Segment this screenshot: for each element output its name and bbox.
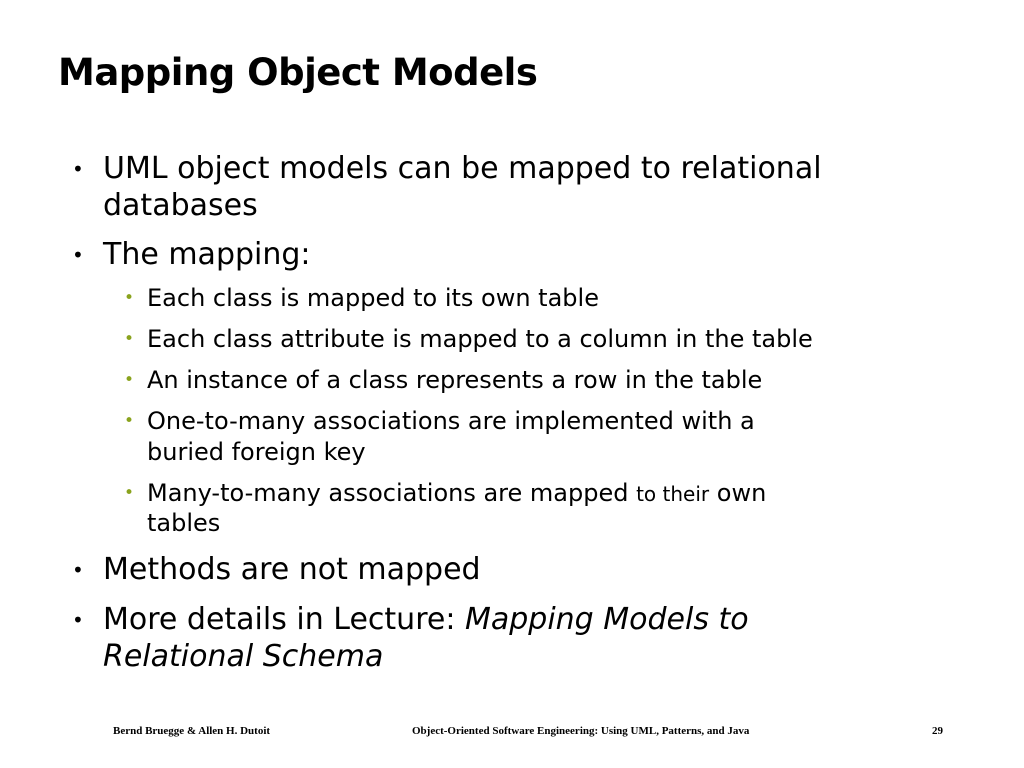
bullet-marker: • <box>72 157 84 181</box>
sub-bullet-marker: • <box>124 411 135 431</box>
sub-bullet-text-part: Many-to-many associations are mapped <box>147 479 637 507</box>
sub-bullet-text: Each class attribute is mapped to a column in the table <box>147 325 813 353</box>
slide-title: Mapping Object Models <box>58 51 538 94</box>
lecture-reference: Mapping Models to <box>464 602 749 637</box>
sub-bullet-marker: • <box>124 483 135 503</box>
bullet-marker: • <box>72 558 84 582</box>
bullet-text: UML object models can be mapped to relational <box>103 151 822 186</box>
bullet-text <box>103 601 749 638</box>
sub-bullet-text <box>147 478 766 509</box>
sub-bullet-marker: • <box>124 288 135 308</box>
bullet-text: The mapping: <box>103 237 311 272</box>
sub-bullet-marker: • <box>124 329 135 349</box>
sub-bullet-text: Each class is mapped to its own table <box>147 284 599 312</box>
bullet-marker: • <box>72 243 84 267</box>
bullet-text-part: More details in Lecture: <box>103 602 465 637</box>
bullet-marker: • <box>72 608 84 632</box>
page-number: 29 <box>932 725 943 737</box>
bullet-text: Methods are not mapped <box>103 552 481 587</box>
bullet-text: databases <box>103 188 258 223</box>
lecture-reference-continued: Relational Schema <box>103 639 384 674</box>
sub-bullet-text-small-part: to their <box>636 482 710 506</box>
footer-book-title: Object-Oriented Software Engineering: Using UML, Patterns, and Java <box>412 725 750 737</box>
sub-bullet-text: One-to-many associations are implemented with a <box>147 407 755 435</box>
sub-bullet-text-part: own <box>709 479 767 507</box>
sub-bullet-text: buried foreign key <box>147 438 366 466</box>
sub-bullet-marker: • <box>124 370 135 390</box>
sub-bullet-text: An instance of a class represents a row in the table <box>147 366 763 394</box>
footer-authors: Bernd Bruegge & Allen H. Dutoit <box>113 725 271 737</box>
sub-bullet-text: tables <box>147 509 221 537</box>
